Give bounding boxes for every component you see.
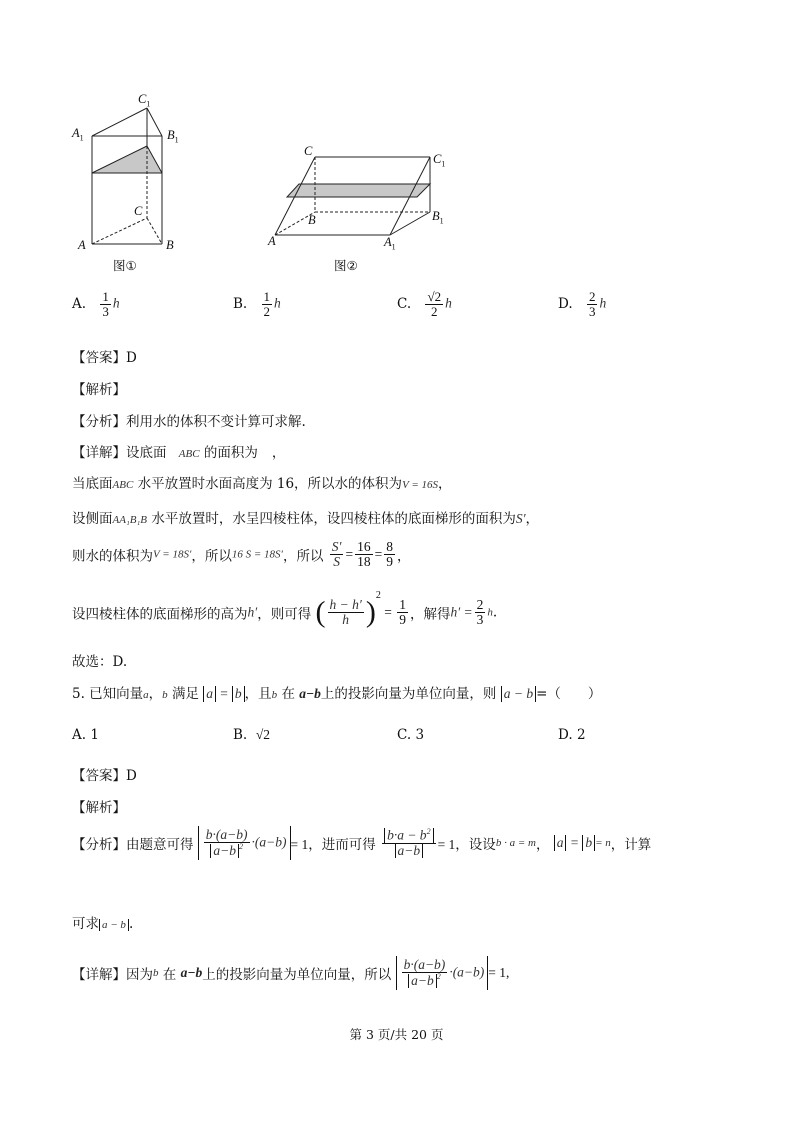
q4-analysis-tag: 【解析】	[72, 382, 126, 398]
q4-detail-line4: 则水的体积为V = 18S′，所以16 S = 18S′，所以 $\frac{S'}{S}$ = $\frac{16}{18}$ = $\frac{8}{9}$ ，	[72, 539, 411, 570]
q4-option-c: C. $\frac{√2}{2}$ h	[397, 289, 452, 319]
fig2-label-a: A	[268, 234, 276, 248]
q4-conclusion: 故选：D.	[72, 654, 128, 670]
q5-analysis-tag: 【解析】	[72, 800, 126, 816]
q5-option-d: D. 2	[558, 727, 586, 743]
q4-fenxi: 【分析】利用水的体积不变计算可求解.	[72, 414, 306, 430]
q4-detail-line5: 设四棱柱体的底面梯形的高为h′，则可得 ( $\frac{h - h'}{h}$ )$^2$ = $\frac{1}{9}$ ，解得h′ = $\frac{2}{3}$ h.	[72, 590, 498, 629]
q4-option-a: A. $\frac{1}{3}$ h	[72, 289, 120, 319]
fig1-label-b1: $B_1$	[167, 128, 179, 145]
q5-option-b: B. √2	[233, 727, 270, 743]
page-footer: 第 3 页/共 20 页	[349, 1027, 444, 1042]
q5-stem: 5. 已知向量a，b 满足 a = b ，且b 在 a−b上的投影向量为单位向量，则 a − b =（ ）	[72, 686, 602, 702]
fig1-label-c: C	[134, 204, 143, 218]
q5-fenxi-cont: 可求 a − b .	[72, 916, 134, 932]
q4-detail-line1: 【详解】设底面 ABC 的面积为 ，	[72, 445, 286, 461]
fig2-label-b1: $B_1$	[432, 209, 444, 226]
q4-answer: 【答案】D	[72, 350, 137, 366]
q5-answer: 【答案】D	[72, 768, 137, 784]
q5-option-a: A. 1	[72, 727, 99, 743]
q5-fenxi: 【分析】由题意可得 $\frac{b\cdot(a-b)}{a-b ^2}$ ·(a−b) = 1，进而可得 $\frac{b\cdot a - b^2}{a-b}$ = 1，设设b · a = m， a = b = n，计算	[72, 826, 651, 860]
q4-detail-line3: 设侧面AA₁B₁B 水平放置时，水呈四棱柱体，设四棱柱体的底面梯形的面积为S′，	[72, 511, 540, 527]
q4-option-b: B. $\frac{1}{2}$ h	[233, 289, 281, 319]
fig2-label-c1: $C_1$	[433, 152, 446, 169]
q4-detail-line2: 当底面ABC 水平放置时水面高度为 16，所以水的体积为V = 16S，	[72, 476, 452, 492]
fig2-label-b: B	[308, 213, 316, 227]
fig1-label-a1: $A_1$	[72, 126, 84, 143]
fig1-label-b: B	[166, 238, 174, 252]
fig2-label-a1: $A_1$	[384, 235, 396, 252]
fig2-label-c: C	[304, 144, 313, 158]
fig1-label-a: A	[78, 238, 86, 252]
q5-detail: 【详解】因为b 在 a−b上的投影向量为单位向量，所以 $\frac{b\cdot(a-b)}{a-b ^2}$ ·(a−b) = 1,	[72, 956, 509, 990]
figure-2-prism	[265, 140, 445, 240]
fig1-caption: 图①	[113, 258, 137, 273]
fig1-label-c1: $C_1$	[138, 92, 151, 109]
q4-option-d: D. $\frac{2}{3}$ h	[558, 289, 607, 319]
fig2-caption: 图②	[334, 258, 358, 273]
q5-option-c: C. 3	[397, 727, 425, 743]
